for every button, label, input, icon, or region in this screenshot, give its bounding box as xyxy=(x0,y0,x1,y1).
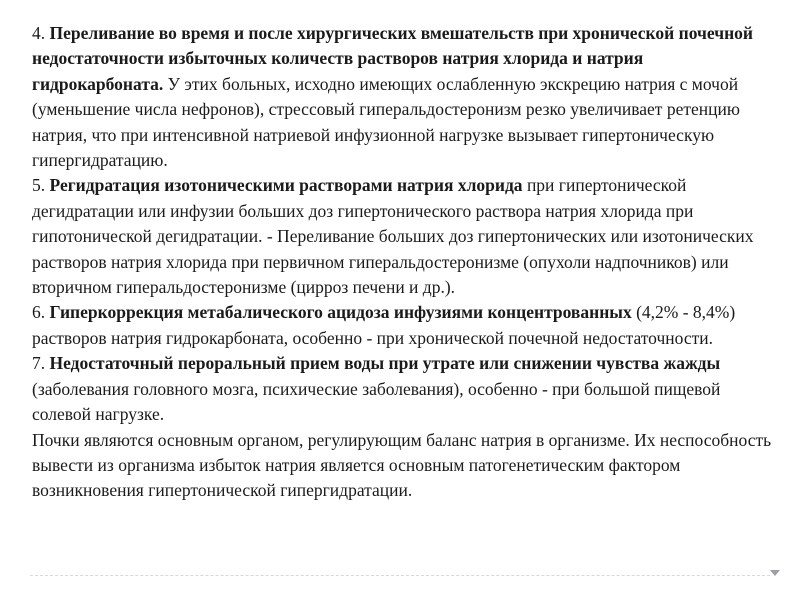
item-bold-text: Переливание во время и после хирургических вмешательств при хронической почечной недостаточности избыточных количеств растворов натрия хлорида и натрия гидрокарбоната. xyxy=(32,23,753,94)
list-item-4 xyxy=(32,21,772,173)
item-number: 6. xyxy=(32,302,46,323)
item-bold-text: Гиперкоррекция метабалического ацидоза инфузиями концентрованных xyxy=(49,302,632,323)
item-bold-text: Регидратация изотоническими растворами натрия хлорида xyxy=(49,175,523,196)
item-text: (4,2% - 8,4%) растворов натрия гидрокарбоната, особенно - при хронической почечной недостаточности. xyxy=(32,302,736,348)
list-item-5 xyxy=(32,173,772,300)
list-item-6 xyxy=(32,300,772,351)
item-bold-text: Недостаточный пероральный прием воды при утрате или снижении чувства жажды xyxy=(49,353,721,374)
item-text: У этих больных, исходно имеющих ослабленную экскрецию натрия с мочой (уменьшение числа нефронов), стрессовый гиперальдостеронизм резко увеличивает ретенцию натрия, что при интенсивной натриевой инфузионной нагрузке вызывает гипертоническую гипергидратацию. xyxy=(32,73,740,171)
conclusion-paragraph: Почки являются основным органом, регулирующим баланс натрия в организме. Их неспособность вывести из организма избыток натрия является основным патогенетическим фактором возникновения гипертонической гипергидратации. xyxy=(32,429,772,501)
slide-text-body xyxy=(32,21,772,504)
item-number: 4. xyxy=(32,23,46,43)
item-number: 7. xyxy=(32,353,46,374)
item-number: 5. xyxy=(32,175,46,196)
footer-divider xyxy=(30,575,770,576)
item-text: при гипертонической дегидратации или инфузии больших доз гипертонического раствора натрия хлорида при гипотонической дегидратации. - Переливание больших доз гипертонических или изотонических растворов натрия хлорида при первичном гиперальдостеронизме (опухоли надпочников) или вторичном гиперальдостеронизме (цирроз печени и др.). xyxy=(32,175,754,298)
list-item-7 xyxy=(32,351,772,427)
slide-corner-arrow-icon xyxy=(770,570,780,576)
item-text: (заболевания головного мозга, психические заболевания), особенно - при большой пищевой солевой нагрузке. xyxy=(32,378,721,425)
